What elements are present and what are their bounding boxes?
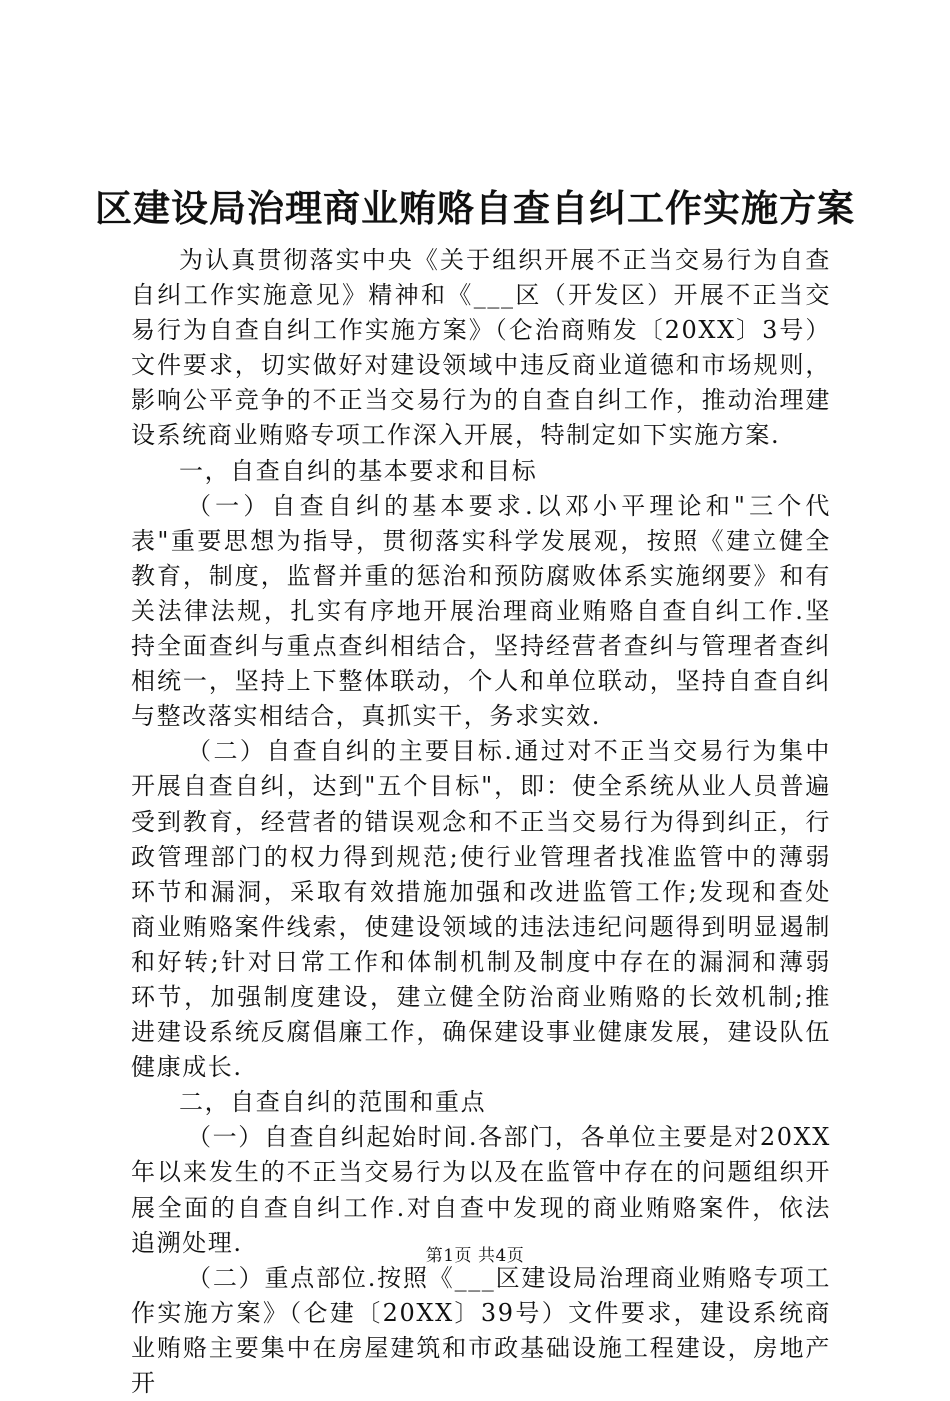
paragraph-intro: 为认真贯彻落实中央《关于组织开展不正当交易行为自查自纠工作实施意见》精神和《___区（开发区）开展不正当交易行为自查自纠工作实施方案》（仑治商贿发〔20XX〕3号）文件要求，切实做好对建设领域中违反商业道德和市场规则，影响公平竞争的不正当交易行为的自查自纠工作，推动治理建设系统商业贿赂专项工作深入开展，特制定如下实施方案. xyxy=(131,246,831,450)
paragraph-main-goals: （二）自查自纠的主要目标.通过对不正当交易行为集中开展自查自纠，达到"五个目标"，即：使全系统从业人员普遍受到教育，经营者的错误观念和不正当交易行为得到纠正，行政管理部门的权力得到规范;使行业管理者找准监管中的薄弱环节和漏洞，采取有效措施加强和改进监管工作;发现和查处商业贿赂案件线索，使建设领域的违法违纪问题得到明显遏制和好转;针对日常工作和体制机制及制度中存在的漏洞和薄弱环节，加强制度建设，建立健全防治商业贿赂的长效机制;推进建设系统反腐倡廉工作，确保建设事业健康发展，建设队伍健康成长. xyxy=(131,737,831,1082)
section-heading-2: 二，自查自纠的范围和重点 xyxy=(179,1088,487,1117)
section-heading-1: 一，自查自纠的基本要求和目标 xyxy=(179,456,538,485)
paragraph-start-time: （一）自查自纠起始时间.各部门，各单位主要是对20XX年以来发生的不正当交易行为以及在监管中存在的问题组织开展全面的自查自纠工作.对自查中发现的商业贿赂案件，依法追溯处理. xyxy=(131,1123,831,1257)
document-title: 区建设局治理商业贿赂自查自纠工作实施方案 xyxy=(95,186,855,230)
page-number-footer: 第1页 共4页 xyxy=(425,1246,525,1266)
paragraph-key-areas: （二）重点部位.按照《___区建设局治理商业贿赂专项工作实施方案》（仑建〔20XX〕39号）文件要求，建设系统商业贿赂主要集中在房屋建筑和市政基础设施工程建设，房地产开 xyxy=(131,1263,831,1397)
document-body xyxy=(131,243,831,1401)
paragraph-basic-requirements: （一）自查自纠的基本要求.以邓小平理论和"三个代表"重要思想为指导，贯彻落实科学发展观，按照《建立健全教育，制度，监督并重的惩治和预防腐败体系实施纲要》和有关法律法规，扎实有序地开展治理商业贿赂自查自纠工作.坚持全面查纠与重点查纠相结合，坚持经营者查纠与管理者查纠相统一，坚持上下整体联动，个人和单位联动，坚持自查自纠与整改落实相结合，真抓实干，务求实效. xyxy=(131,491,831,731)
